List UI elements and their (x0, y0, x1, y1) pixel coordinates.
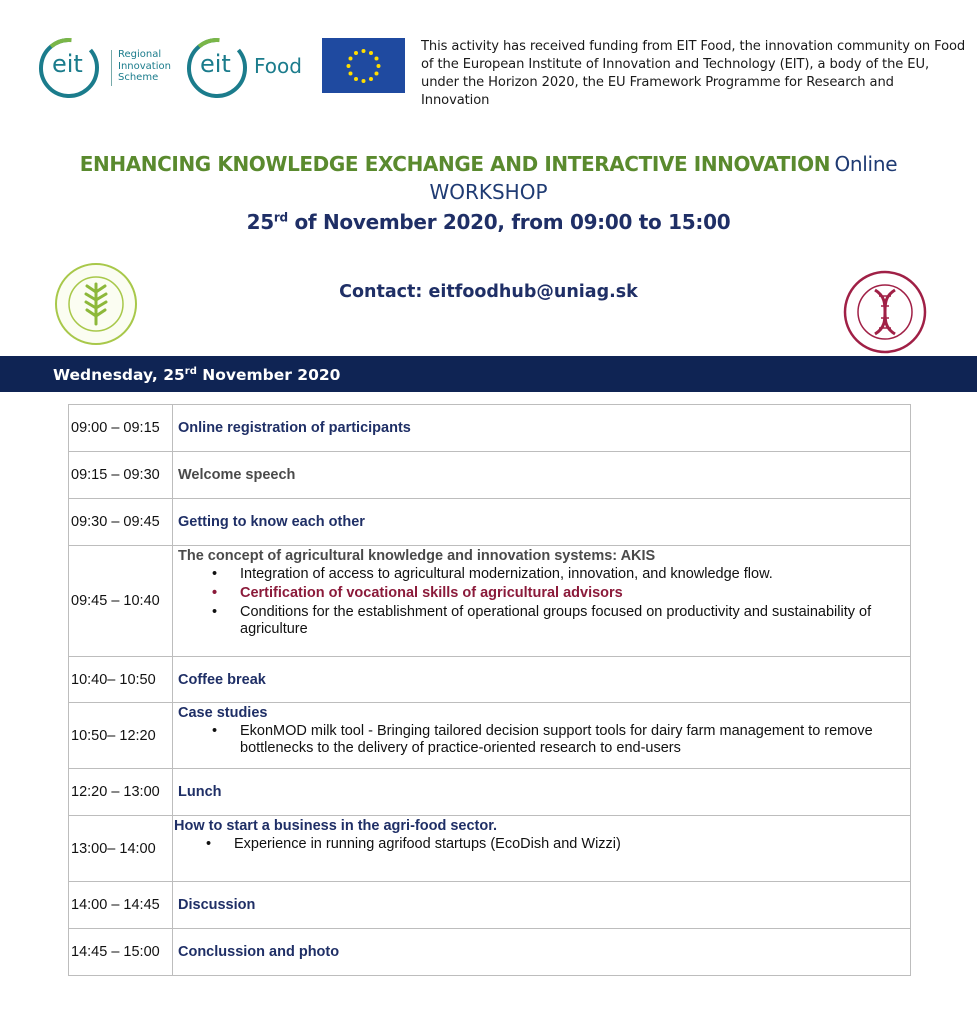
table-row (69, 546, 911, 657)
agenda-table (68, 404, 911, 976)
activity-cell (173, 452, 911, 499)
day-banner (0, 356, 977, 392)
activity-bullets (178, 566, 900, 638)
dna-seal-icon (843, 270, 927, 354)
table-row (69, 703, 911, 769)
list-item: • Integration of access to agricultural modernization, innovation, and knowledge flow. (240, 566, 900, 583)
workshop-subtitle: WORKSHOP (429, 180, 548, 204)
activity-cell (173, 499, 911, 546)
activity-cell (173, 929, 911, 976)
activity-cell (173, 657, 911, 703)
table-row (69, 405, 911, 452)
time-cell: 10:50– 12:20 (69, 703, 173, 769)
activity-title: The concept of agricultural knowledge and innovation systems: AKIS (178, 548, 656, 564)
list-item: • Certification of vocational skills of agricultural advisors (240, 585, 900, 602)
spu-university-seal (54, 262, 138, 346)
activity-cell (173, 769, 911, 816)
table-row (69, 929, 911, 976)
time-cell: 09:30 – 09:45 (69, 499, 173, 546)
table-row (69, 816, 911, 882)
table-row (69, 657, 911, 703)
time-cell: 14:00 – 14:45 (69, 882, 173, 929)
eit-food-logo (186, 36, 311, 100)
activity-title: Online registration of participants (178, 420, 411, 436)
activity-title: Welcome speech (178, 467, 296, 483)
activity-title: Conclussion and photo (178, 944, 340, 960)
activity-bullets (174, 836, 900, 853)
activity-title: Coffee break (178, 671, 266, 688)
time-cell: 10:40– 10:50 (69, 657, 173, 703)
table-row (69, 882, 911, 929)
activity-title: How to start a business in the agri-food sector. (174, 818, 498, 834)
eit-food-word: eit (200, 50, 231, 78)
activity-cell (173, 816, 911, 882)
regional-innovation-scheme-text: Regional Innovation Scheme (118, 49, 171, 83)
activity-title: Case studies (178, 705, 268, 721)
list-item: • EkonMOD milk tool - Bringing tailored decision support tools for dairy farm management to remove bottlenecks to the delivery of practice-oriented research to end-users (240, 723, 900, 757)
time-cell: 09:15 – 09:30 (69, 452, 173, 499)
workshop-title-block (0, 152, 977, 234)
time-cell: 09:45 – 10:40 (69, 546, 173, 657)
time-cell: 09:00 – 09:15 (69, 405, 173, 452)
food-word: Food (254, 54, 302, 78)
activity-title: Lunch (178, 784, 222, 800)
time-cell: 13:00– 14:00 (69, 816, 173, 882)
logo-divider (111, 50, 112, 86)
activity-title: Discussion (178, 897, 256, 913)
list-item: • Experience in running agrifood startups (EcoDish and Wizzi) (234, 836, 900, 853)
contact-email[interactable]: Contact: eitfoodhub@uniag.sk (339, 282, 638, 302)
workshop-title: ENHANCING KNOWLEDGE EXCHANGE AND INTERACTIVE INNOVATION Online (79, 152, 898, 176)
table-row (69, 769, 911, 816)
eit-regional-innovation-logo (38, 36, 188, 100)
time-cell: 12:20 – 13:00 (69, 769, 173, 816)
table-row (69, 499, 911, 546)
activity-cell (173, 882, 911, 929)
eu-flag-logo (322, 38, 405, 93)
activity-bullets (178, 723, 900, 757)
activity-cell (173, 546, 911, 657)
eit-regional-word: eit (52, 50, 83, 78)
activity-cell (173, 405, 911, 452)
time-cell: 14:45 – 15:00 (69, 929, 173, 976)
day-heading: Wednesday, 25rd November 2020 (53, 366, 341, 385)
activity-title: Getting to know each other (178, 514, 365, 530)
workshop-date: 25rd of November 2020, from 09:00 to 15:00 (246, 210, 731, 234)
list-item: • Conditions for the establishment of operational groups focused on productivity and sustainability of agriculture (240, 604, 900, 638)
eu-stars-icon (322, 38, 405, 93)
fbp-faculty-seal (843, 270, 927, 354)
funding-statement: This activity has received funding from EIT Food, the innovation community on Food of the European Institute of Innovation and Technology (EIT), a body of the EU, under the Horizon 2020, the EU Framework Programme for Research and Innovation (421, 39, 966, 108)
table-row (69, 452, 911, 499)
wheat-seal-icon (54, 262, 138, 346)
activity-cell (173, 703, 911, 769)
